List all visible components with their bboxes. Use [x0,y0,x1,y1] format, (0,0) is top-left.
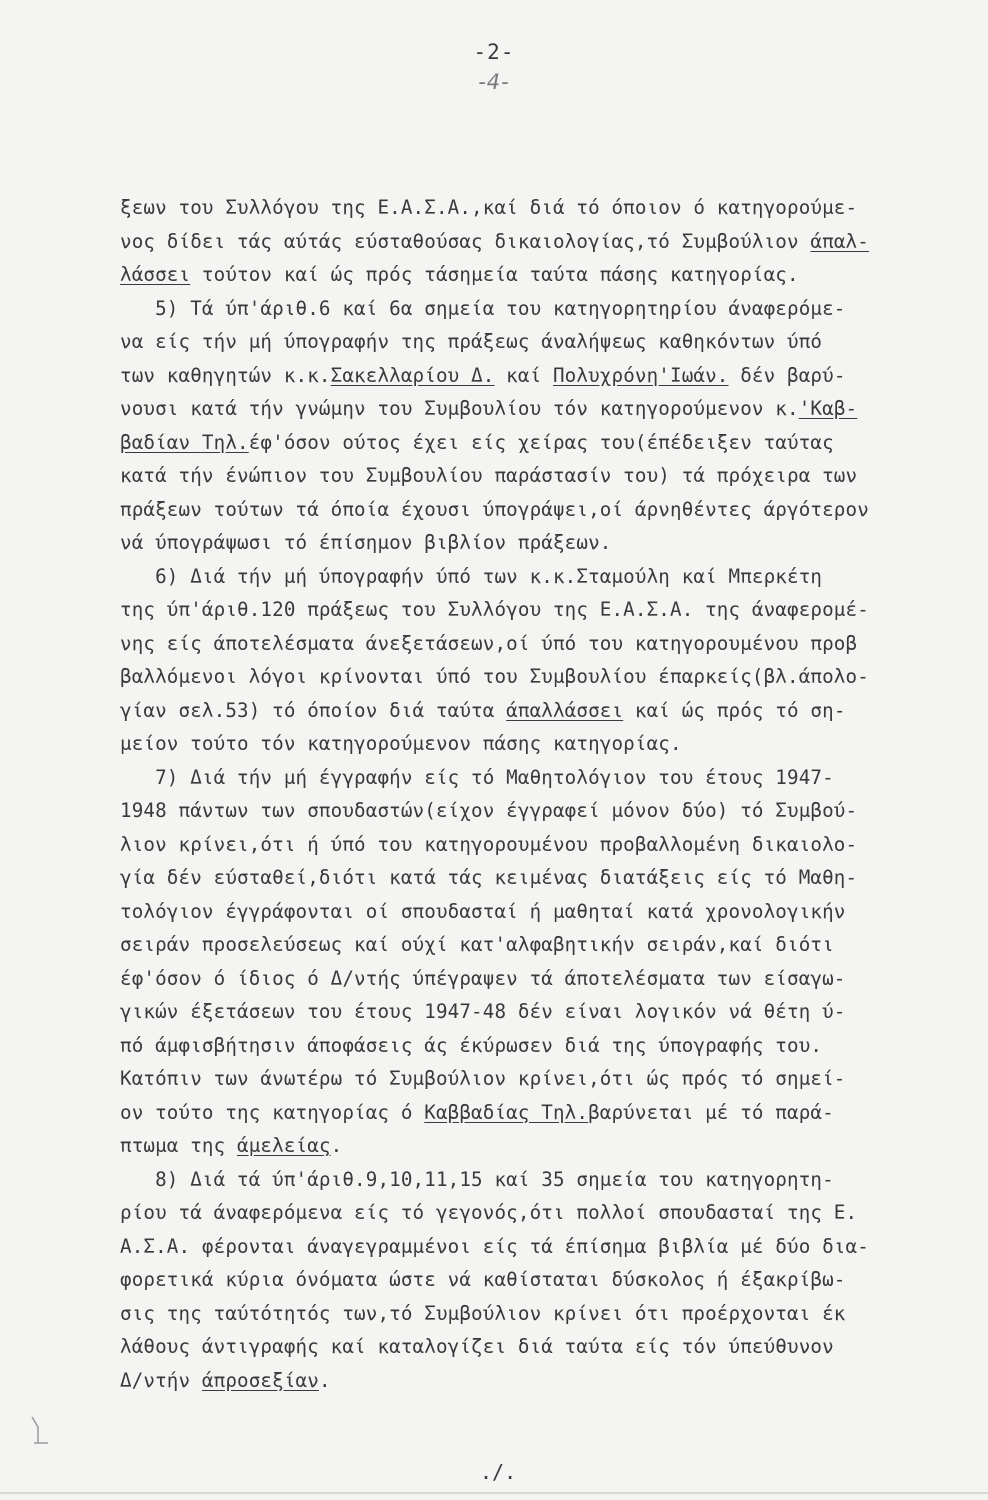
text-segment: λιον κρίνει,ότι ή ύπό του κατηγορουμένου προβαλλομένη δικαιολο- [120,832,858,856]
text-line [120,297,846,320]
text-line [120,1302,846,1325]
text-segment: 7) Διά τήν μή έγγραφήν είς τό Μαθητολόγιον του έτους 1947- [120,765,834,789]
text-segment: γίαν σελ.53) τό όποίον διά ταύτα [120,698,507,722]
text-line [120,498,869,521]
text-line [120,866,857,889]
text-line [120,531,611,554]
text-line [120,799,857,822]
text-segment: 1948 πάντων των σπουδαστών(είχον έγγραφεί μόνον δύο) τό Συμβού- [120,799,858,822]
text-line [120,1268,846,1291]
text-line [120,598,869,621]
scan-edge [0,1492,988,1494]
text-segment: . [330,1134,343,1157]
text-line [120,833,857,856]
text-segment: σις της ταύτότητός των,τό Συμβούλιον κρίνει ότι προέρχονται έκ [120,1301,846,1325]
text-line [120,665,869,688]
margin-pencil-mark-icon [28,1415,52,1447]
underlined-text: 'Καβ- [798,397,858,420]
underlined-text: άμελείας [237,1134,331,1157]
text-segment: της ύπ'άριθ.120 πράξεως του Συλλόγου της Ε.Α.Σ.Α. της άναφερομέ- [120,598,869,621]
text-line [120,1101,834,1124]
underlined-text: άπροσεξίαν [201,1368,319,1392]
text-segment: ον τούτο της κατηγορίας ό [120,1100,425,1124]
text-segment: νος δίδει τάς αύτάς εύσταθούσας δικαιολογίας,τό Συμβούλιον [120,229,811,253]
text-line [120,330,822,353]
text-segment: ξεων του Συλλόγου της Ε.Α.Σ.Α.,καί διά τό όποιον ό κατηγορούμε- [120,196,858,219]
underlined-text: λάσσει [120,263,191,286]
text-segment: των καθηγητών κ.κ. [120,363,331,387]
text-segment: πτωμα της [120,1134,238,1157]
text-line [120,1168,834,1191]
text-segment: πράξεων τούτων τά όποία έχουσι ύπογράψει,οί άρνηθέντες άργότερον [120,497,869,521]
text-segment: Κατόπιν των άνωτέρω τό Συμβούλιον κρίνει,ότι ώς πρός τό σημεί- [120,1067,846,1090]
handwritten-page-number: -4- [478,70,510,94]
text-line [120,933,834,956]
text-line [120,1335,834,1358]
text-line [120,1235,869,1258]
text-segment: ρίου τά άναφερόμενα είς τό γεγονός,ότι πολλοί σπουδασταί της Ε. [120,1201,858,1224]
text-line [120,464,857,487]
text-line [120,900,846,923]
text-segment: λάθους άντιγραφής καί καταλογίζει διά ταύτα είς τόν ύπεύθυνον [120,1335,834,1358]
text-segment: νουσι κατά τήν γνώμην του Συμβουλίου τόν κατηγορούμενον κ. [120,397,799,420]
text-segment: Δ/ντήν [120,1368,202,1392]
text-segment: να είς τήν μή ύπογραφήν της πράξεως άναλήψεως καθηκόντων ύπό [120,330,823,353]
text-line [120,397,857,420]
text-segment: 6) Διά τήν μή ύπογραφήν ύπό των κ.κ.Σταμούλη καί Μπερκέτη [120,564,823,588]
text-line [120,364,846,387]
text-segment: γικών έξετάσεων του έτους 1947-48 δέν είναι λογικόν νά θέτη ύ- [120,1000,846,1023]
text-segment: δέν βαρύ- [728,363,846,387]
text-segment: Α.Σ.Α. φέρονται άναγεγραμμένοι είς τά έπίσημα βιβλία μέ δύο δια- [120,1234,869,1258]
text-line [120,1201,857,1224]
text-segment: πό άμφισβήτησιν άποφάσεις άς έκύρωσεν διά της ύπογραφής του. [120,1033,823,1057]
text-line [120,1134,342,1157]
text-segment: νά ύπογράψωσι τό έπίσημον βιβλίον πράξεων. [120,531,612,554]
text-line [120,699,846,722]
text-line [120,766,834,789]
underlined-text: Σακελλαρίου Δ. [330,363,495,387]
text-segment: βαλλόμενοι λόγοι κρίνονται ύπό του Συμβουλίου έπαρκείς(βλ.άπολο- [120,665,869,688]
text-segment: νης είς άποτελέσματα άνεξετάσεων,οί ύπό του κατηγορουμένου προβ [120,631,858,655]
text-segment: 8) Διά τά ύπ'άριθ.9,10,11,15 καί 35 σημεία του κατηγορητη- [120,1167,834,1191]
text-segment: 5) Τά ύπ'άριθ.6 καί 6α σημεία του κατηγορητηρίου άναφερόμε- [120,296,846,320]
text-segment: έφ'όσον ό ίδιος ό Δ/ντής ύπέγραψεν τά άποτελέσματα των είσαγω- [120,966,846,990]
text-segment: βαρύνεται μέ τό παρά- [588,1100,834,1124]
text-line [120,431,834,454]
text-line [120,1034,822,1057]
underlined-text: Πολυχρόνη'Ιωάν. [552,363,729,387]
text-segment: τούτον καί ώς πρός τάσημεία ταύτα πάσης κατηγορίας. [190,263,799,286]
text-segment: γία δέν εύσταθεί,διότι κατά τάς κειμένας διατάξεις είς τό Μαθη- [120,866,858,889]
text-segment: έφ'όσον ούτος έχει είς χείρας του(έπέδειξεν ταύτας [248,430,834,454]
text-segment: σειράν προσελεύσεως καί ούχί κατ'αλφαβητικήν σειράν,καί διότι [120,933,834,956]
text-line [120,196,857,219]
text-segment: κατά τήν ένώπιον του Συμβουλίου παράστασίν του) τά πρόχειρα των [120,464,858,487]
underlined-text: βαδίαν Τηλ. [120,430,249,454]
text-line [120,967,846,990]
end-mark: ./. [480,1460,517,1484]
text-line [120,732,682,755]
text-segment: μείον τούτο τόν κατηγορούμενον πάσης κατηγορίας. [120,732,682,755]
underlined-text: Καββαδίας Τηλ. [424,1100,589,1124]
text-segment: καί [494,363,553,387]
text-line [120,263,799,286]
underlined-text: άπαλλάσσει [506,698,624,722]
text-segment: . [318,1368,331,1392]
page-number: -2- [473,40,515,64]
text-line [120,230,869,253]
text-line [120,565,822,588]
text-segment: φορετικά κύρια όνόματα ώστε νά καθίσταται δύσκολος ή έξακρίβω- [120,1268,846,1291]
text-segment: τολόγιον έγγράφονται οί σπουδασταί ή μαθηταί κατά χρονολογικήν [120,899,846,923]
text-line [120,632,857,655]
text-line [120,1067,846,1090]
text-segment: καί ώς πρός τό ση- [623,698,846,722]
text-line [120,1000,846,1023]
text-line [120,1369,331,1392]
underlined-text: άπαλ- [810,229,869,253]
